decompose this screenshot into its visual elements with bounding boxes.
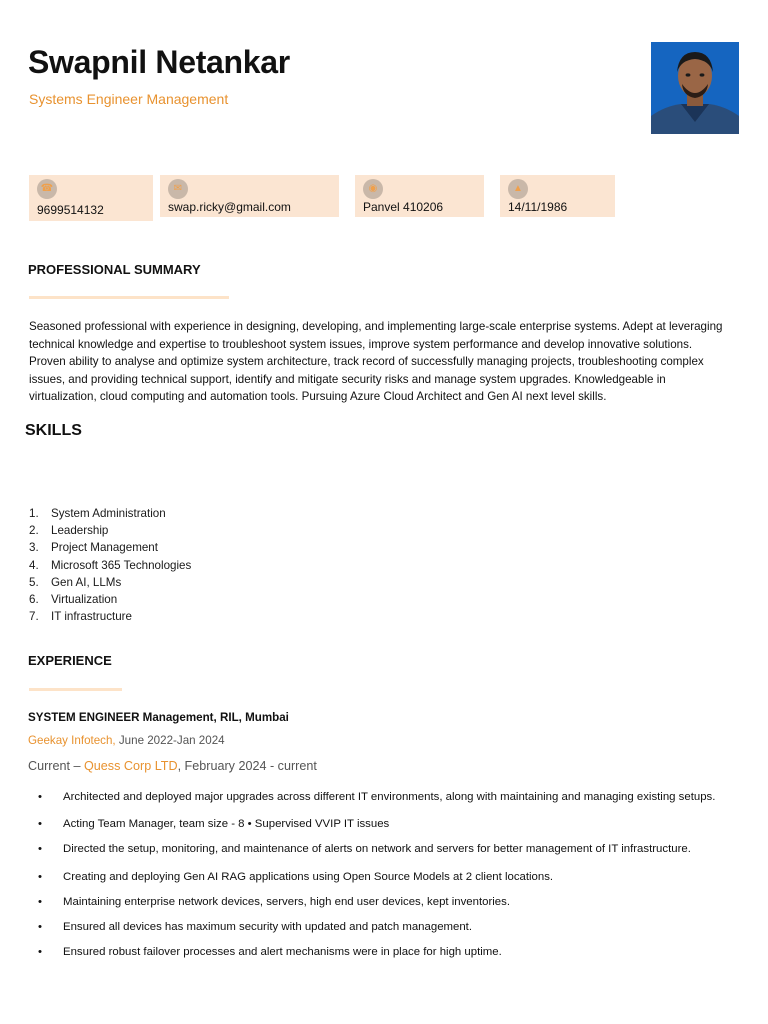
profile-photo: [651, 42, 739, 134]
person-icon: ▲: [508, 179, 528, 199]
current-dates: , February 2024 - current: [177, 759, 317, 773]
summary-heading: PROFESSIONAL SUMMARY: [28, 262, 201, 277]
skills-heading: SKILLS: [25, 422, 82, 439]
candidate-name: Swapnil Netankar: [28, 44, 290, 80]
phone-icon: ☎: [37, 179, 57, 199]
email-icon: ✉: [168, 179, 188, 199]
contact-birthdate: [500, 175, 615, 217]
skill-item: 5. Gen AI, LLMs: [29, 575, 122, 589]
skill-item: 7. IT infrastructure: [29, 610, 132, 624]
summary-divider: [29, 296, 229, 299]
email-value: swap.ricky@gmail.com: [168, 200, 291, 214]
location-value: Panvel 410206: [363, 200, 444, 214]
experience-divider: [29, 688, 122, 691]
skill-item: 6. Virtualization: [29, 593, 118, 607]
previous-dates: June 2022-Jan 2024: [115, 734, 225, 747]
skill-item: 3. Project Management: [29, 541, 158, 555]
contact-phone: [29, 175, 153, 221]
skills-list: [29, 505, 191, 625]
job-current: [28, 759, 317, 773]
skill-item: 1. System Administration: [29, 507, 166, 520]
summary-text: Seasoned professional with experience in designing, developing, and implementing large-scale enterprise systems. Adept at leveraging technical knowledge and expertise to troubleshoot system issues, improve system performance and develop innovative solutions. Proven ability to analyse and optimize system architecture, track record of successfully managing projects, troubleshooting complex issues, and providing technical support, identify and mitigate security risks and manage system upgrades. Knowledgeable in virtualization, cloud computing and automation tools. Pursuing Azure Cloud Architect and Gen AI next level skills.: [29, 320, 723, 403]
phone-value: 9699514132: [37, 203, 104, 217]
skill-item: 2. Leadership: [29, 524, 109, 538]
current-company: Quess Corp LTD: [84, 759, 178, 773]
location-icon: ◉: [363, 179, 383, 199]
contact-location: [355, 175, 484, 217]
previous-company: Geekay Infotech,: [28, 734, 116, 747]
skill-item: 4. Microsoft 365 Technologies: [29, 558, 192, 572]
contact-email: [160, 175, 339, 217]
job-title: SYSTEM ENGINEER Management, RIL, Mumbai: [28, 711, 289, 724]
candidate-role: Systems Engineer Management: [29, 91, 229, 107]
current-prefix: Current –: [28, 759, 84, 773]
birthdate-value: 14/11/1986: [508, 200, 568, 214]
job-previous: [28, 734, 225, 747]
experience-heading: EXPERIENCE: [28, 653, 112, 668]
